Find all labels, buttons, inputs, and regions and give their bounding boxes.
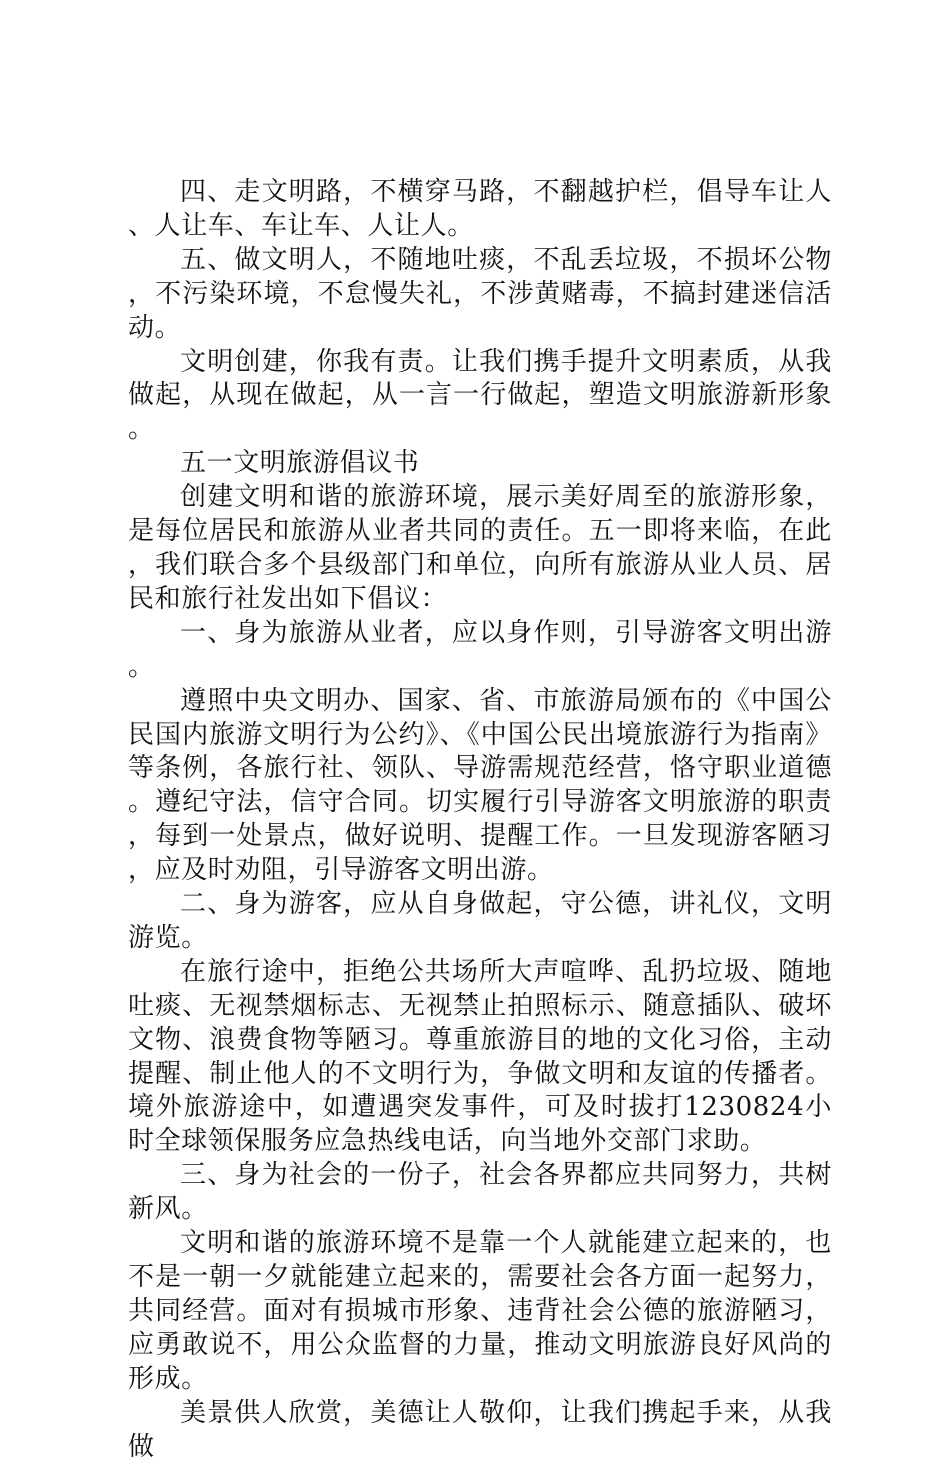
document-body: [128, 176, 832, 1464]
paragraph-intro: 创建文明和谐的旅游环境，展示美好周至的旅游形象，是每位居民和旅游从业者共同的责任。五一即将来临，在此，我们联合多个县级部门和单位，向所有旅游从业人员、居民和旅行社发出如下倡议：: [128, 482, 832, 614]
paragraph-rule-four: 四、走文明路，不横穿马路，不翻越护栏，倡导车让人、人让车、车让车、人让人。: [128, 177, 832, 241]
heading-section-three: 三、身为社会的一份子，社会各界都应共同努力，共树新风。: [128, 1160, 832, 1225]
heading-section-two: 二、身为游客，应从自身做起，守公德，讲礼仪，文明游览。: [128, 889, 832, 953]
paragraph-rule-five: 五、做文明人，不随地吐痰，不乱丢垃圾，不损坏公物，不污染环境，不怠慢失礼，不涉黄赌毒，不搞封建迷信活动。: [128, 244, 832, 343]
paragraph-section-three: 文明和谐的旅游环境不是靠一个人就能建立起来的，也不是一朝一夕就能建立起来的，需要社会各方面一起努力，共同经营。面对有损城市形象、违背社会公德的旅游陋习，应勇敢说不，用公众监督的力量，推动文明旅游良好风尚的形成。: [128, 1228, 832, 1394]
paragraph-section-two: 在旅行途中，拒绝公共场所大声喧哗、乱扔垃圾、随地吐痰、无视禁烟标志、无视禁止拍照标示、随意插队、破坏文物、浪费食物等陋习。尊重旅游目的地的文化习俗，主动提醒、制止他人的不文明行为，争做文明和友谊的传播者。境外旅游途中，如遭遇突发事件，可及时拔打1230824小时全球领保服务应急热线电话，向当地外交部门求助。: [128, 956, 832, 1157]
paragraph-final-partial: 美景供人欣赏，美德让人敬仰，让我们携起手来，从我做: [128, 1397, 832, 1462]
paragraph-section-one: 遵照中央文明办、国家、省、市旅游局颁布的《中国公民国内旅游文明行为公约》、《中国公民出境旅游行为指南》等条例，各旅行社、领队、导游需规范经营，恪守职业道德。遵纪守法，信守合同。切实履行引导游客文明旅游的职责，每到一处景点，做好说明、提醒工作。一旦发现游客陋习，应及时劝阻，引导游客文明出游。: [128, 685, 832, 886]
paragraph-closing-call: 文明创建，你我有责。让我们携手提升文明素质，从我做起，从现在做起，从一言一行做起，塑造文明旅游新形象。: [128, 346, 832, 445]
heading-section-one: 一、身为旅游从业者，应以身作则，引导游客文明出游。: [128, 617, 832, 682]
document-title: 五一文明旅游倡议书: [180, 448, 420, 479]
